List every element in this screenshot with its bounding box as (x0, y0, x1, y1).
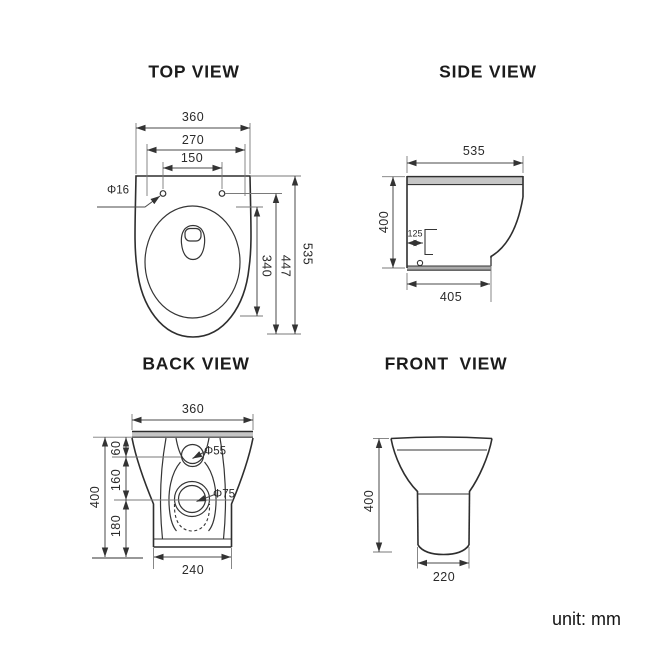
side-view-extension-lines (382, 156, 523, 302)
front-view-title: FRONT VIEW (384, 353, 508, 374)
back-top-to-inlet-label: 60 (108, 440, 123, 456)
back-height-label: 400 (87, 485, 102, 509)
top-view-details (145, 191, 240, 318)
top-hole-spacing-label: 150 (180, 150, 204, 165)
front-base-width-label: 220 (432, 569, 456, 584)
back-outlet-to-floor-label: 180 (108, 514, 123, 538)
side-view-title: SIDE VIEW (439, 61, 537, 82)
side-view-outline (407, 176, 523, 268)
front-view-dimension-lines (379, 439, 469, 564)
front-height-label: 400 (361, 489, 376, 513)
base-band-fill (407, 267, 491, 271)
front-view-details (397, 450, 487, 494)
top-band-fill (132, 432, 253, 437)
fixing-hole (417, 260, 422, 265)
unit-note: unit: mm (552, 609, 622, 629)
side-height-label: 400 (376, 210, 391, 234)
side-base-length-label: 405 (439, 289, 463, 304)
back-outlet-diameter-label: Φ75 (213, 488, 235, 501)
seat-band-fill (407, 178, 523, 184)
outlet-hole-inner (179, 486, 206, 513)
top-hole-diameter-label: Φ16 (107, 184, 129, 197)
side-inlet-offset-label: 125 (407, 228, 423, 238)
back-inlet-to-outlet-label: 160 (108, 468, 123, 492)
side-view-details (407, 185, 523, 271)
seat-hinge-hole-left (160, 191, 166, 197)
front-view-outline (391, 437, 492, 555)
top-mid-length-label: 447 (278, 254, 293, 278)
top-overall-length-label: 535 (300, 242, 315, 266)
bowl-oval (145, 206, 240, 318)
trapway-dashed-outline (174, 504, 209, 531)
top-bowl-length-label: 340 (259, 254, 274, 278)
back-base-width-label: 240 (181, 562, 205, 577)
front-profile-curve (491, 197, 523, 266)
side-view-drawing (382, 156, 523, 302)
front-view-drawing (373, 437, 492, 569)
toilet-top-outline (135, 176, 251, 337)
top-view-outline (135, 176, 251, 337)
back-overall-width-label: 360 (181, 401, 205, 416)
seat-hinge-hole-right (219, 191, 225, 197)
top-view-title: TOP VIEW (148, 61, 240, 82)
water-spot-outline (181, 226, 204, 260)
hole-diameter-leader (97, 196, 160, 207)
top-overall-width-label: 360 (181, 109, 205, 124)
water-spot-inner (185, 229, 201, 242)
side-overall-length-label: 535 (462, 143, 486, 158)
top-rim-width-label: 270 (181, 132, 205, 147)
back-inlet-diameter-label: Φ55 (204, 445, 226, 458)
back-view-title: BACK VIEW (142, 353, 250, 374)
inlet-bracket (425, 230, 437, 255)
pedestal-bottom-arc (418, 545, 469, 555)
